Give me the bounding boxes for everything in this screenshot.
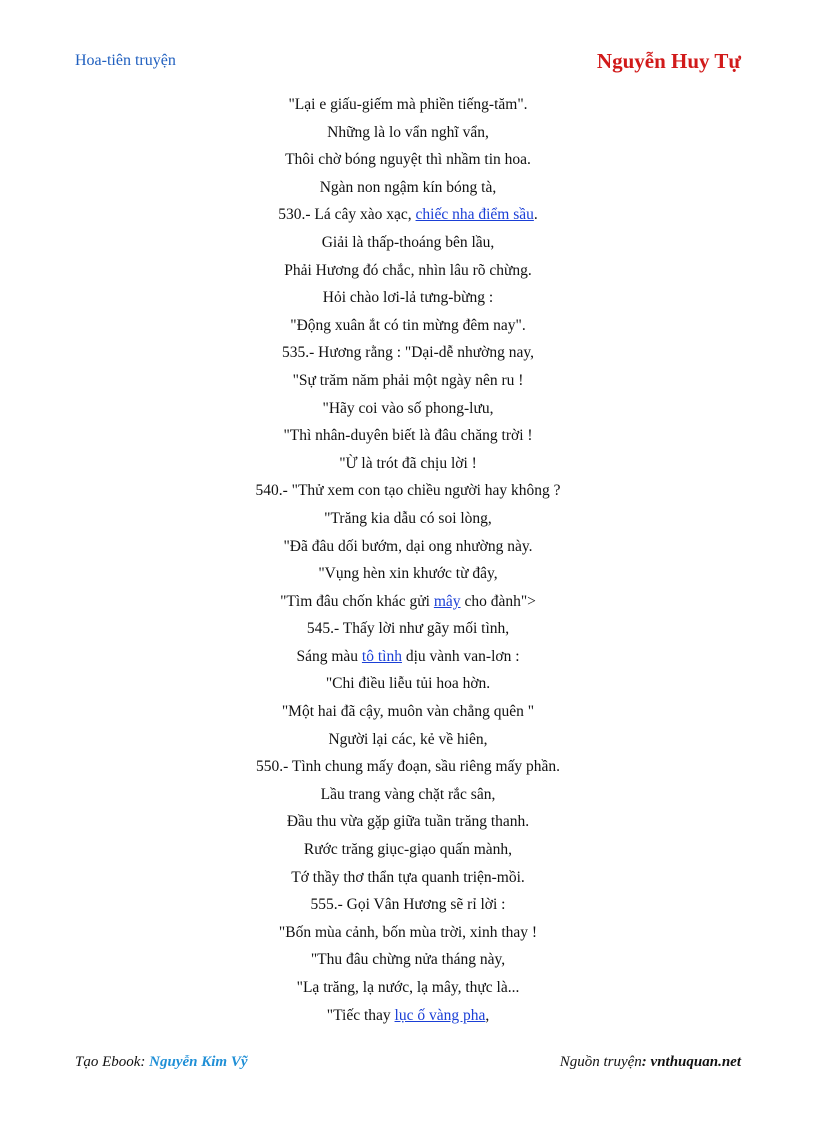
poem-line: "Đã đâu dối bướm, dại ong nhường này. — [283, 537, 533, 555]
poem-line: Lầu trang vàng chặt rắc sân, — [320, 785, 496, 803]
poem-line: Đầu thu vừa gặp giữa tuần trăng thanh. — [286, 813, 530, 831]
poem-line-text-before: Sáng màu — [296, 647, 362, 665]
poem-line: Người lại các, kẻ về hiên, — [328, 730, 488, 748]
poem-line: Tớ thầy thơ thẩn tựa quanh triện-mồi. — [291, 868, 525, 886]
poem-line-text-before: 530.- Lá cây xào xạc, — [278, 206, 416, 224]
footer-ebook-label: Tạo Ebook — [75, 1054, 141, 1070]
poem-line — [0, 643, 816, 671]
poem-line: Phải Hương đó chắc, nhìn lâu rõ chừng. — [284, 261, 532, 279]
poem-line: "Sự trăm năm phải một ngày nên ru ! — [292, 371, 524, 389]
footer-ebook-separator: : — [140, 1054, 150, 1070]
poem-line-text-before: "Tìm đâu chốn khác gửi — [280, 592, 434, 610]
poem-line: 555.- Gọi Vân Hương sẽ rỉ lời : — [310, 896, 506, 914]
poem-line: 545.- Thấy lời như gãy mối tình, — [306, 620, 510, 638]
poem-line-text-after: dịu vành van-lơn : — [401, 647, 520, 665]
poem-line: 535.- Hương rằng : "Dại-dễ nhường nay, — [281, 344, 535, 362]
header-author: Nguyễn Huy Tự — [596, 49, 741, 73]
poem-body — [0, 91, 816, 1029]
annotation-link[interactable]: lục ố vàng pha — [394, 1006, 486, 1024]
poem-line: "Trăng kia dẫu có soi lòng, — [324, 509, 492, 527]
poem-line: "Lại e giấu-giếm mà phiền tiếng-tăm". — [288, 96, 528, 113]
poem-line: Rước trăng giục-giạo quấn mành, — [303, 841, 513, 859]
poem-line: "Thu đâu chừng nửa tháng này, — [310, 951, 506, 969]
poem-line: "Động xuân ắt có tin mừng đêm nay". — [290, 316, 526, 334]
annotation-link[interactable]: tô tình — [361, 647, 402, 665]
poem-line: "Chi điều liễu tủi hoa hờn. — [325, 675, 491, 693]
poem-line: "Hãy coi vào số phong-lưu, — [322, 399, 494, 417]
poem-line: "Một hai đã cậy, muôn vàn chẳng quên " — [281, 703, 535, 721]
poem-line-text-after: cho đành"> — [460, 592, 536, 610]
poem-line — [0, 201, 816, 229]
footer-ebook-name: Nguyễn Kim Vỹ — [149, 1054, 248, 1070]
footer-source-credit — [560, 1054, 741, 1071]
annotation-link[interactable]: chiếc nha điểm sầu — [415, 206, 534, 224]
poem-line: Thôi chờ bóng nguyệt thì nhầm tin hoa. — [285, 151, 531, 169]
poem-line: Những là lo vẩn nghĩ vẩn, — [327, 123, 489, 141]
poem-line: 540.- "Thử xem con tạo chiều người hay không ? — [255, 482, 561, 500]
footer-source-separator: : — [641, 1054, 651, 1070]
footer-source-label: Nguồn truyện — [559, 1054, 642, 1070]
annotation-link[interactable]: mây — [433, 592, 461, 610]
poem-line: 550.- Tình chung mấy đoạn, sầu riêng mấy phần. — [255, 758, 561, 776]
poem-line: Giải là thấp-thoáng bên lầu, — [321, 233, 495, 251]
poem-line: "Bốn mùa cảnh, bốn mùa trời, xinh thay ! — [278, 923, 538, 941]
footer-source-site: vnthuquan.net — [650, 1054, 741, 1070]
poem-line: "Lạ trăng, lạ nước, lạ mây, thực là... — [296, 979, 520, 996]
header-book-title: Hoa-tiên truyện — [75, 52, 176, 69]
poem-line-text-before: "Tiếc thay — [326, 1006, 395, 1024]
poem-line-text-after: . — [533, 206, 538, 224]
poem-line: Ngàn non ngậm kín bóng tà, — [319, 178, 497, 196]
poem-line-text-after: , — [485, 1006, 490, 1024]
poem-line — [0, 1002, 816, 1030]
poem-line: "Thì nhân-duyên biết là đâu chăng trời ! — [283, 427, 533, 445]
poem-line: "Vụng hèn xin khước từ đây, — [318, 565, 498, 583]
poem-line: Hỏi chào lơi-lả tưng-bừng : — [322, 289, 494, 307]
footer-ebook-credit — [75, 1054, 248, 1071]
poem-line: "Ừ là trót đã chịu lời ! — [339, 454, 477, 472]
poem-line — [0, 588, 816, 616]
